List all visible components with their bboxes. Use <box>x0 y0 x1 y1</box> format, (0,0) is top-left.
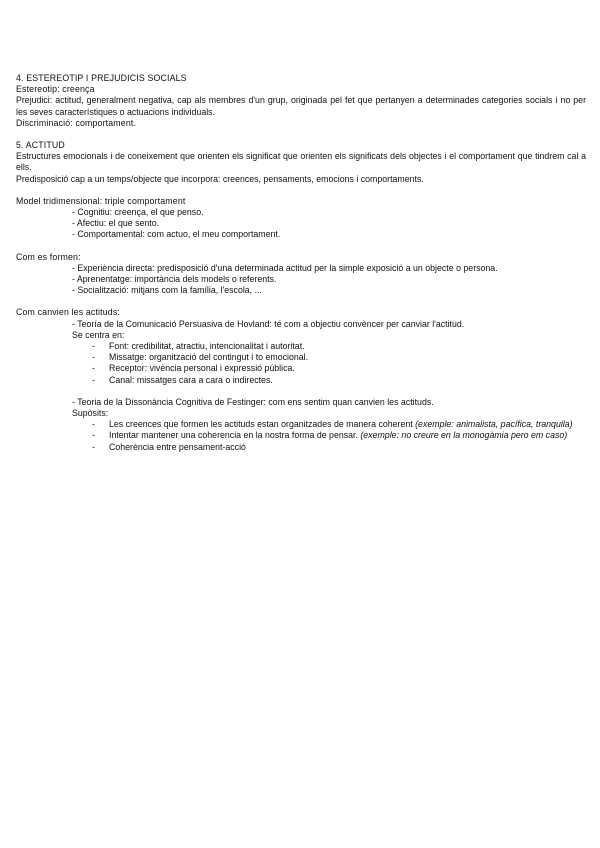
bullet-dash: - <box>92 419 95 430</box>
bullet-example: (exemple: no creure en la monogàmia pero em caso) <box>360 430 568 441</box>
bullet-text: Missatge: organització del contingut i to emocional. <box>109 352 309 363</box>
bullet-dash: - <box>92 441 95 452</box>
festinger-theory-title: - Teoria de la Dissonància Cognitiva de Festinger: com ens sentim quan canvien les actituds. <box>72 396 434 407</box>
document-body <box>16 73 586 453</box>
hovland-subtitle: Se centra en: <box>72 329 125 340</box>
hovland-bullet-message <box>16 352 586 363</box>
festinger-bullet-maintain-coherence <box>16 430 586 441</box>
bullet-text <box>109 419 586 430</box>
stereotype-definition: Estereotip: creença <box>16 84 95 95</box>
bullet-text <box>109 430 586 441</box>
bullet-main-text: Les creences que formen les actituds estan organitzades de manera coherent <box>109 419 416 430</box>
bullet-text <box>109 442 586 453</box>
formation-item-socialization: - Socialització: mitjans com la família, l'escola, ... <box>72 285 262 296</box>
festinger-bullet-coherent-beliefs <box>16 419 586 430</box>
bullet-text: Receptor: vivència personal i expressió pública. <box>109 363 295 374</box>
section-5-heading: 5. ACTITUD <box>16 140 65 151</box>
prejudice-definition: Prejudici: actitud, generalment negativa, cap als membres d'un grup, originada pel fet que pertanyen a determinades categories socials i no per les seves característiques o actuacions individuals. <box>16 95 586 117</box>
formation-item-experience: - Experiència directa: predisposició d'una determinada actitud per la simple exposició a un objecte o persona. <box>72 262 498 273</box>
bullet-example: (exemple: animalista, pacífica, tranquila) <box>415 419 573 430</box>
bullet-dash: - <box>92 352 95 363</box>
hovland-bullet-receiver <box>16 363 586 374</box>
formation-item-learning: - Aprenentatge: importància dels models o referents. <box>72 274 277 285</box>
bullet-main-text: Intentar mantener una coherencia en la nostra forma de pensar. <box>109 430 361 441</box>
bullet-dash: - <box>92 341 95 352</box>
bullet-dash: - <box>92 363 95 374</box>
change-title: Com canvien les actituds: <box>16 307 120 318</box>
formation-title: Com es formen: <box>16 251 81 262</box>
model-item-cognitive: - Cognitiu: creença, el que penso. <box>72 207 204 218</box>
bullet-text: Canal: missatges cara a cara o indirectes. <box>109 374 273 385</box>
hovland-theory-title: - Teoría de la Comunicació Persuasiva de Hovland: té com a objectiu convèncer per canviar l'actitud. <box>72 318 465 329</box>
festinger-subtitle: Supòsits: <box>72 408 109 419</box>
hovland-bullet-channel <box>16 375 586 386</box>
hovland-bullet-source <box>16 341 586 352</box>
bullet-text: Font: credibilitat, atractiu, intencionalitat i autoritat. <box>109 341 305 352</box>
section-4-heading: 4. ESTEREOTIP I PREJUDICIS SOCIALS <box>16 73 187 83</box>
bullet-main-text: Coherència entre pensament-acció <box>109 441 246 452</box>
festinger-bullet-thought-action <box>16 442 586 453</box>
discrimination-definition: Discriminació: comportament. <box>16 117 137 128</box>
model-title: Model tridimensional: triple comportament <box>16 195 186 206</box>
bullet-dash: - <box>92 374 95 385</box>
model-item-behavioral: - Comportamental: com actuo, el meu comportament. <box>72 229 281 240</box>
predisposition-definition: Predisposició cap a un temps/objecte que incorpora: creences, pensaments, emocions i comportaments. <box>16 173 424 184</box>
attitude-definition: Estructures emocionals i de coneixement que orienten els significat que orienten els significats dels objectes i el comportament que tindrem cal a ells. <box>16 151 586 173</box>
model-item-affective: - Afectiu: el que sento. <box>72 218 160 229</box>
bullet-dash: - <box>92 430 95 441</box>
